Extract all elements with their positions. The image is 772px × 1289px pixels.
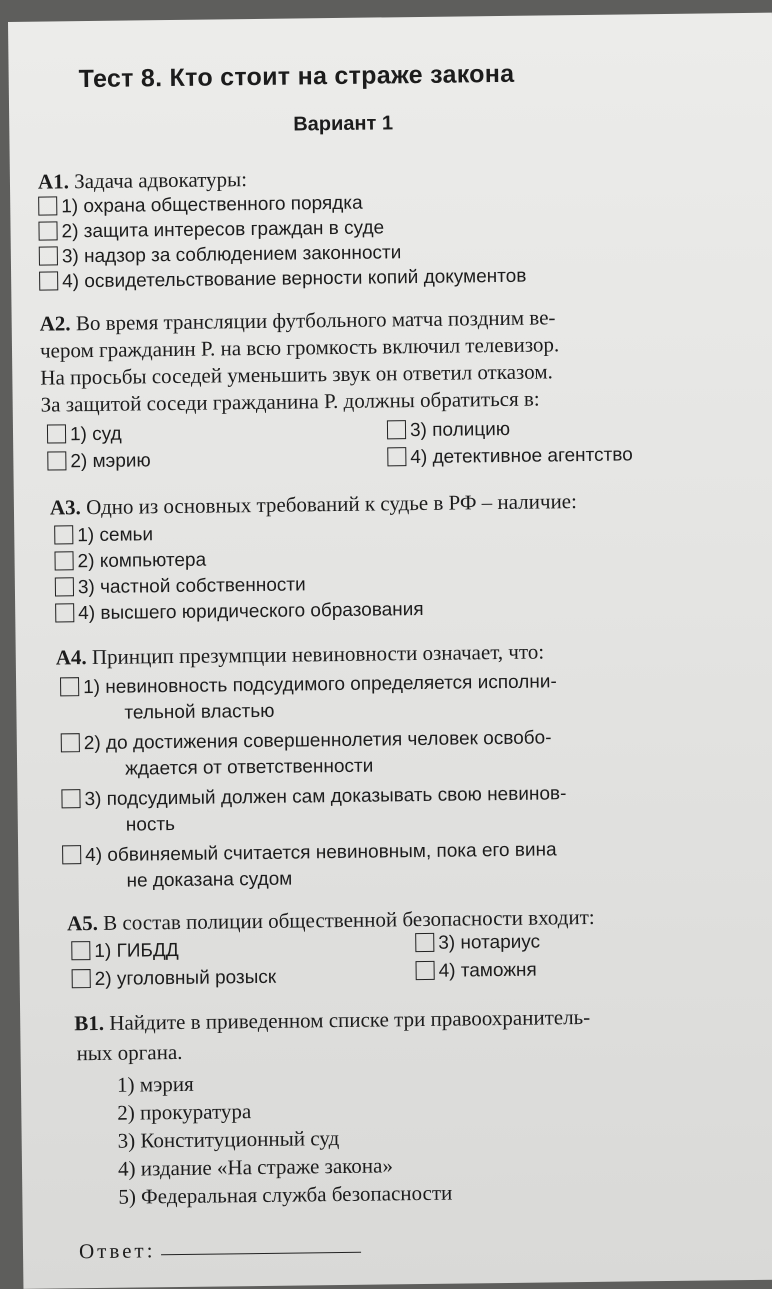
question-a3 bbox=[50, 489, 577, 520]
option-label: 3) нотариус bbox=[438, 931, 541, 954]
question-b1 bbox=[74, 1005, 590, 1036]
option-label: 2) уголовный розыск bbox=[94, 966, 277, 991]
checkbox[interactable] bbox=[55, 577, 74, 596]
question-number: А2. bbox=[39, 311, 71, 336]
question-number: А4. bbox=[55, 645, 87, 670]
checkbox[interactable] bbox=[415, 933, 434, 952]
checkbox[interactable] bbox=[55, 603, 74, 622]
option-a1-1[interactable] bbox=[38, 193, 363, 219]
option-label-continued: тельной властью bbox=[124, 700, 275, 724]
option-label: 1) охрана общественного порядка bbox=[61, 192, 363, 218]
option-a5-2[interactable] bbox=[72, 967, 277, 991]
list-item: 5) Федеральная служба безопасности bbox=[118, 1180, 453, 1209]
checkbox[interactable] bbox=[39, 271, 58, 290]
option-label: 1) ГИБДД bbox=[94, 939, 179, 963]
option-a5-1[interactable] bbox=[71, 940, 179, 963]
option-a4-4[interactable] bbox=[62, 839, 557, 867]
option-a5-4[interactable] bbox=[416, 960, 537, 983]
answer-field[interactable] bbox=[162, 1252, 362, 1255]
option-a5-3[interactable] bbox=[415, 932, 540, 956]
question-text: Во время трансляции футбольного матча поздним ве- bbox=[75, 305, 556, 336]
option-a1-4[interactable] bbox=[39, 266, 526, 294]
question-text: Задача адвокатуры: bbox=[73, 167, 248, 194]
checkbox[interactable] bbox=[54, 551, 73, 570]
question-text: Найдите в приведенном списке три правоохранитель- bbox=[109, 1004, 591, 1035]
option-label: 3) подсудимый должен сам доказывать свою невинов- bbox=[84, 783, 567, 811]
list-item: 1) мэрия bbox=[116, 1071, 194, 1097]
option-a4-3[interactable] bbox=[61, 783, 566, 811]
option-label: 4) высшего юридического образования bbox=[78, 598, 424, 625]
question-text: В состав полиции общественной безопасности входит: bbox=[103, 904, 595, 935]
checkbox[interactable] bbox=[387, 420, 406, 439]
option-a2-1[interactable] bbox=[47, 424, 122, 447]
option-a1-2[interactable] bbox=[38, 217, 384, 243]
variant-label: Вариант 1 bbox=[293, 112, 394, 136]
option-label: 4) таможня bbox=[438, 959, 537, 982]
list-item: 4) издание «На страже закона» bbox=[117, 1153, 394, 1181]
option-a2-3[interactable] bbox=[387, 419, 510, 443]
question-number: А1. bbox=[37, 169, 70, 194]
option-a3-3[interactable] bbox=[55, 574, 306, 599]
test-title: Тест 8. Кто стоит на страже закона bbox=[78, 59, 515, 94]
checkbox[interactable] bbox=[61, 789, 80, 808]
option-a3-1[interactable] bbox=[54, 524, 153, 547]
option-label-continued: не доказана судом bbox=[126, 868, 293, 892]
option-label: 1) суд bbox=[69, 423, 122, 446]
option-label: 4) детективное агентство bbox=[410, 444, 633, 469]
list-item: 2) прокуратура bbox=[117, 1099, 252, 1125]
option-a4-1[interactable] bbox=[60, 671, 557, 699]
checkbox[interactable] bbox=[61, 733, 80, 752]
option-label-continued: ждается от ответственности bbox=[125, 755, 374, 780]
checkbox[interactable] bbox=[47, 451, 66, 470]
checkbox[interactable] bbox=[72, 969, 91, 988]
test-sheet bbox=[8, 13, 772, 1289]
checkbox[interactable] bbox=[38, 221, 57, 240]
option-label: 2) мэрию bbox=[70, 450, 151, 473]
answer-label: Ответ: bbox=[78, 1238, 156, 1264]
checkbox[interactable] bbox=[60, 677, 79, 696]
option-label: 2) защита интересов граждан в суде bbox=[61, 217, 385, 243]
option-label: 4) освидетельствование верности копий документов bbox=[62, 265, 527, 293]
question-number: А5. bbox=[66, 910, 99, 936]
checkbox[interactable] bbox=[416, 961, 435, 980]
checkbox[interactable] bbox=[54, 525, 73, 544]
checkbox[interactable] bbox=[62, 845, 81, 864]
checkbox[interactable] bbox=[38, 196, 57, 215]
option-label-continued: ность bbox=[125, 814, 176, 836]
question-text: чером гражданин Р. на всю громкость включил телевизор. bbox=[39, 332, 560, 363]
option-label: 2) компьютера bbox=[77, 549, 207, 573]
question-text: Одно из основных требований к судье в РФ – наличие: bbox=[85, 489, 578, 520]
option-label: 3) частной собственности bbox=[77, 574, 306, 599]
question-text: На просьбы соседей уменьшить звук он ответил отказом. bbox=[40, 359, 553, 390]
question-text: За защитой соседи гражданина Р. должны обратиться в: bbox=[40, 386, 540, 417]
option-label: 3) надзор за соблюдением законности bbox=[61, 242, 402, 268]
option-label: 1) невиновность подсудимого определяется исполни- bbox=[83, 671, 557, 699]
option-a4-2[interactable] bbox=[61, 727, 552, 755]
question-a2 bbox=[40, 305, 556, 336]
question-text: ных органа. bbox=[76, 1039, 183, 1066]
option-a3-4[interactable] bbox=[55, 599, 424, 625]
list-item: 3) Конституционный суд bbox=[117, 1126, 340, 1153]
question-a4 bbox=[56, 639, 545, 670]
question-number: В1. bbox=[74, 1010, 105, 1036]
option-a2-2[interactable] bbox=[47, 450, 151, 473]
checkbox[interactable] bbox=[71, 941, 90, 960]
question-a1 bbox=[38, 167, 247, 195]
checkbox[interactable] bbox=[39, 246, 58, 265]
option-label: 2) до достижения совершеннолетия человек освобо- bbox=[83, 727, 552, 755]
option-label: 1) семьи bbox=[77, 524, 154, 547]
question-number: А3. bbox=[49, 495, 82, 520]
option-label: 3) полицию bbox=[409, 418, 511, 442]
checkbox[interactable] bbox=[387, 447, 406, 466]
question-text: Принцип презумпции невиновности означает, что: bbox=[91, 639, 545, 670]
option-a3-2[interactable] bbox=[54, 550, 206, 574]
answer-row bbox=[79, 1236, 362, 1264]
checkbox[interactable] bbox=[47, 424, 66, 443]
option-a1-3[interactable] bbox=[39, 242, 402, 268]
option-a2-4[interactable] bbox=[387, 444, 633, 469]
option-label: 4) обвиняемый считается невиновным, пока его вина bbox=[85, 839, 557, 867]
